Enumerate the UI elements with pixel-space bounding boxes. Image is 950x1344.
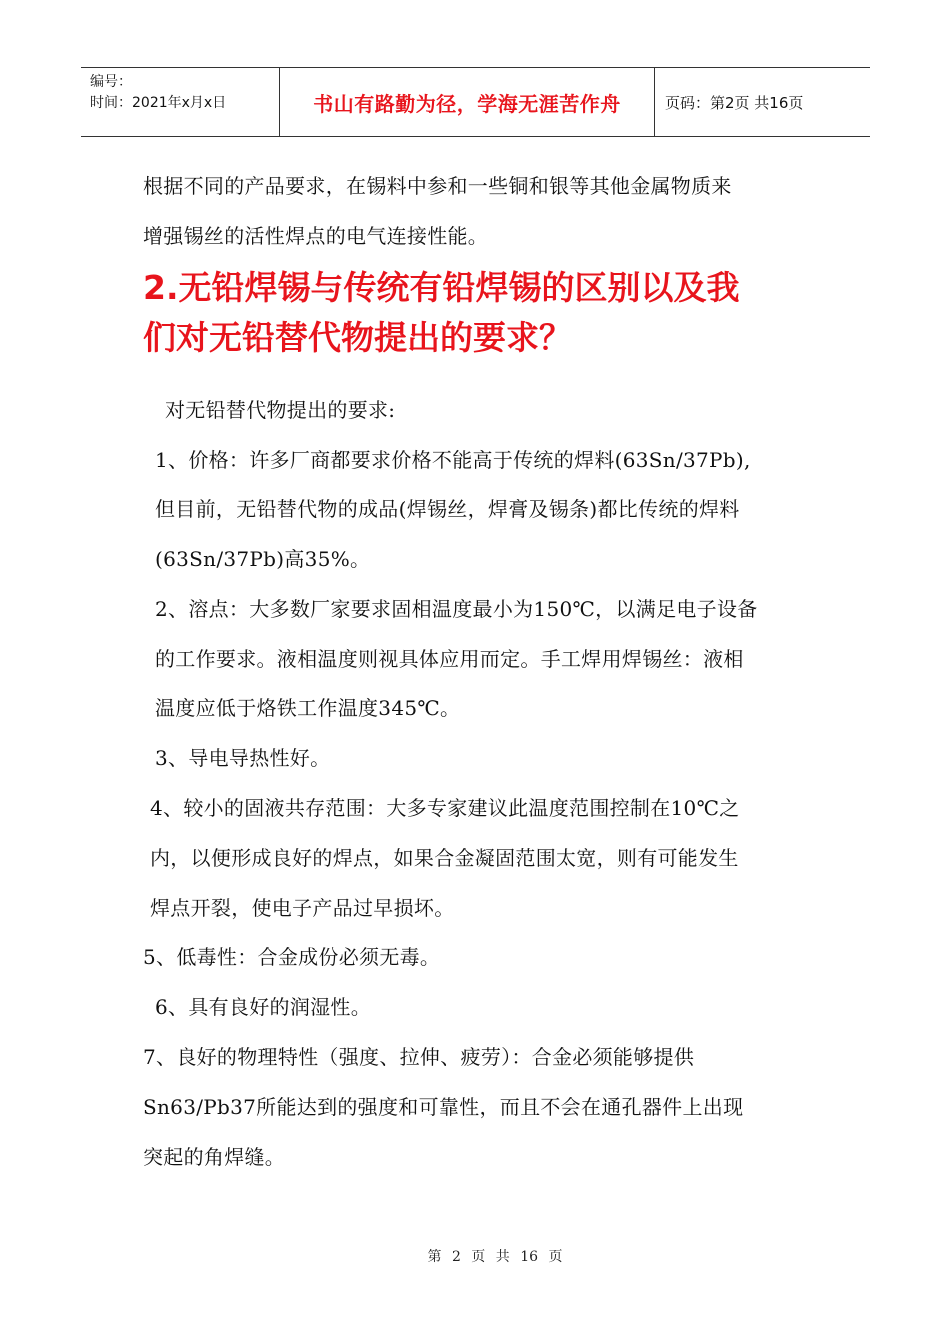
item-2-line-1: 2、溶点：大多数厂家要求固相温度最小为150℃，以满足电子设备: [155, 597, 758, 621]
item-2-line-3: 温度应低于烙铁工作温度345℃。: [155, 696, 461, 720]
item-4-line-3: 焊点开裂，使电子产品过早损坏。: [150, 896, 455, 920]
document-number-label: 编号：: [90, 74, 132, 90]
section-heading-line-1: 2.无铅焊锡与传统有铅焊锡的区别以及我: [143, 268, 740, 307]
item-6-line-1: 6、具有良好的润湿性。: [155, 995, 372, 1019]
item-5-line-1: 5、低毒性：合金成份必须无毒。: [143, 945, 441, 969]
item-4-line-2: 内，以便形成良好的焊点，如果合金凝固范围太宽，则有可能发生: [150, 846, 739, 870]
item-1-line-2: 但目前，无铅替代物的成品(焊锡丝，焊膏及锡条)都比传统的焊料: [155, 497, 740, 521]
item-7-line-3: 突起的角焊缝。: [143, 1145, 286, 1169]
item-2-line-2: 的工作要求。液相温度则视具体应用而定。手工焊用焊锡丝：液相: [155, 647, 744, 671]
page-footer: 第 2 页 共 16 页: [427, 1249, 563, 1265]
header-meta-cell: [81, 68, 280, 136]
item-4-line-1: 4、较小的固液共存范围：大多专家建议此温度范围控制在10℃之: [150, 796, 740, 820]
intro-line-2: 增强锡丝的活性焊点的电气连接性能。: [143, 224, 489, 248]
intro-line-1: 根据不同的产品要求，在锡料中参和一些铜和银等其他金属物质来: [143, 174, 732, 198]
item-7-line-2: Sn63/Pb37所能达到的强度和可靠性，而且不会在通孔器件上出现: [143, 1095, 744, 1119]
requirements-title: 对无铅替代物提出的要求:: [165, 398, 396, 422]
header-page-info: 页码：第2页 共16页: [665, 93, 804, 112]
section-heading-line-2: 们对无铅替代物提出的要求？: [143, 318, 572, 357]
page-header: [81, 67, 870, 137]
item-3-line-1: 3、导电导热性好。: [155, 746, 331, 770]
header-motto: 书山有路勤为径，学海无涯苦作舟: [280, 68, 655, 136]
item-7-line-1: 7、良好的物理特性（强度、拉伸、疲劳）：合金必须能够提供: [143, 1045, 695, 1069]
item-1-line-1: 1、价格：许多厂商都要求价格不能高于传统的焊料(63Sn/37Pb),: [155, 448, 751, 472]
item-1-line-3: (63Sn/37Pb)高35%。: [155, 547, 371, 571]
document-date-label: 时间：2021年x月x日: [90, 95, 227, 111]
